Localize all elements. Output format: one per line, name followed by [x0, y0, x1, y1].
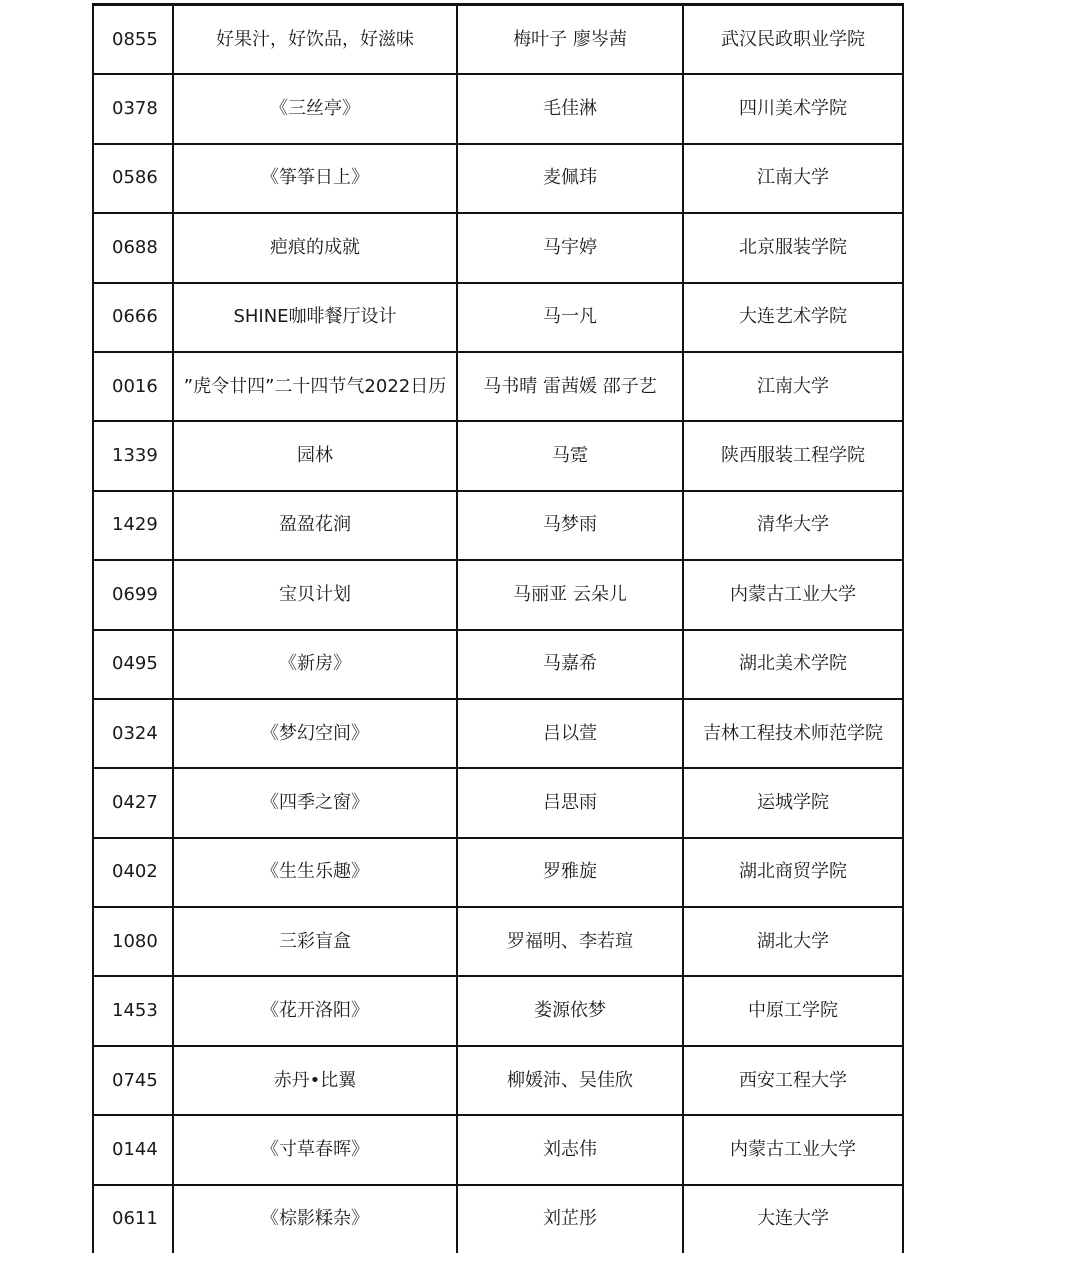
- work-title: 盈盈花涧: [173, 491, 457, 560]
- school-name: 湖北商贸学院: [683, 838, 903, 907]
- work-title: 《梦幻空间》: [173, 699, 457, 768]
- work-title: 《四季之窗》: [173, 768, 457, 837]
- school-name: 内蒙古工业大学: [683, 560, 903, 629]
- author-names: 马丽亚 云朵儿: [457, 560, 683, 629]
- entry-id: 1080: [93, 907, 173, 976]
- work-title: 三彩盲盒: [173, 907, 457, 976]
- entry-id: 0378: [93, 74, 173, 143]
- table-row: [93, 907, 903, 976]
- entry-id: 0855: [93, 5, 173, 75]
- award-list-table: [92, 3, 904, 1253]
- entry-id: 0688: [93, 213, 173, 282]
- author-names: 麦佩玮: [457, 144, 683, 213]
- school-name: 大连大学: [683, 1185, 903, 1253]
- entry-id: 0324: [93, 699, 173, 768]
- entry-id: 0611: [93, 1185, 173, 1253]
- table-row: [93, 283, 903, 352]
- table-row: [93, 1185, 903, 1253]
- table-row: [93, 74, 903, 143]
- table-row: [93, 560, 903, 629]
- school-name: 北京服装学院: [683, 213, 903, 282]
- work-title: 宝贝计划: [173, 560, 457, 629]
- table-row: [93, 421, 903, 490]
- school-name: 中原工学院: [683, 976, 903, 1045]
- school-name: 四川美术学院: [683, 74, 903, 143]
- school-name: 江南大学: [683, 144, 903, 213]
- author-names: 马霓: [457, 421, 683, 490]
- work-title: 《筝筝日上》: [173, 144, 457, 213]
- entry-id: 1453: [93, 976, 173, 1045]
- school-name: 江南大学: [683, 352, 903, 421]
- table-row: [93, 213, 903, 282]
- entry-id: 0745: [93, 1046, 173, 1115]
- work-title: 赤丹•比翼: [173, 1046, 457, 1115]
- work-title: 《生生乐趣》: [173, 838, 457, 907]
- work-title: 园林: [173, 421, 457, 490]
- author-names: 马嘉希: [457, 630, 683, 699]
- school-name: 吉林工程技术师范学院: [683, 699, 903, 768]
- author-names: 刘志伟: [457, 1115, 683, 1184]
- work-title: ”虎令廿四”二十四节气2022日历: [173, 352, 457, 421]
- table-row: [93, 976, 903, 1045]
- author-names: 罗福明、李若瑄: [457, 907, 683, 976]
- author-names: 毛佳淋: [457, 74, 683, 143]
- work-title: 《三丝亭》: [173, 74, 457, 143]
- work-title: SHINE咖啡餐厅设计: [173, 283, 457, 352]
- school-name: 西安工程大学: [683, 1046, 903, 1115]
- school-name: 内蒙古工业大学: [683, 1115, 903, 1184]
- work-title: 《花开洛阳》: [173, 976, 457, 1045]
- author-names: 罗雅旋: [457, 838, 683, 907]
- table-row: [93, 491, 903, 560]
- entry-id: 1429: [93, 491, 173, 560]
- work-title: 《寸草春晖》: [173, 1115, 457, 1184]
- entry-id: 0586: [93, 144, 173, 213]
- table-body: [93, 5, 903, 1254]
- table-row: [93, 144, 903, 213]
- table-row: [93, 768, 903, 837]
- school-name: 清华大学: [683, 491, 903, 560]
- author-names: 娄源依梦: [457, 976, 683, 1045]
- table-row: [93, 630, 903, 699]
- school-name: 湖北大学: [683, 907, 903, 976]
- author-names: 吕以萱: [457, 699, 683, 768]
- work-title: 《新房》: [173, 630, 457, 699]
- entry-id: 0144: [93, 1115, 173, 1184]
- author-names: 柳媛沛、吴佳欣: [457, 1046, 683, 1115]
- work-title: 好果汁，好饮品，好滋味: [173, 5, 457, 75]
- work-title: 《棕影糅杂》: [173, 1185, 457, 1253]
- entry-id: 1339: [93, 421, 173, 490]
- school-name: 武汉民政职业学院: [683, 5, 903, 75]
- author-names: 马梦雨: [457, 491, 683, 560]
- table-row: [93, 1046, 903, 1115]
- author-names: 马宇婷: [457, 213, 683, 282]
- school-name: 陕西服装工程学院: [683, 421, 903, 490]
- entry-id: 0495: [93, 630, 173, 699]
- entry-id: 0402: [93, 838, 173, 907]
- school-name: 湖北美术学院: [683, 630, 903, 699]
- school-name: 运城学院: [683, 768, 903, 837]
- author-names: 吕思雨: [457, 768, 683, 837]
- table-row: [93, 838, 903, 907]
- entry-id: 0699: [93, 560, 173, 629]
- table-row: [93, 1115, 903, 1184]
- school-name: 大连艺术学院: [683, 283, 903, 352]
- author-names: 马书晴 雷茜媛 邵子艺: [457, 352, 683, 421]
- award-list-table-container: [92, 3, 902, 1253]
- author-names: 马一凡: [457, 283, 683, 352]
- entry-id: 0666: [93, 283, 173, 352]
- entry-id: 0427: [93, 768, 173, 837]
- entry-id: 0016: [93, 352, 173, 421]
- work-title: 疤痕的成就: [173, 213, 457, 282]
- author-names: 刘芷彤: [457, 1185, 683, 1253]
- table-row: [93, 5, 903, 75]
- table-row: [93, 352, 903, 421]
- author-names: 梅叶子 廖岑茜: [457, 5, 683, 75]
- table-row: [93, 699, 903, 768]
